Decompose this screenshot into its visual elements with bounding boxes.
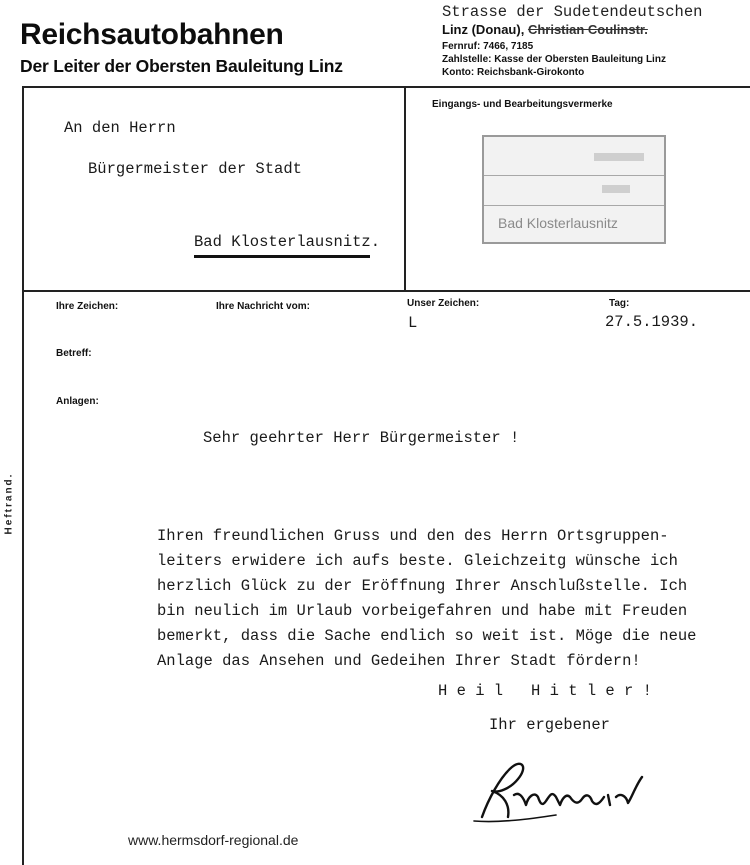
subject-label: Betreff: [56, 348, 92, 359]
letter-body [157, 524, 737, 674]
body-line: Anlage das Ansehen und Gedeihen Ihrer Stadt fördern! [157, 652, 641, 670]
address-account: Konto: Reichsbank-Girokonto [442, 67, 585, 78]
address-city-name: Linz (Donau), [442, 22, 525, 37]
addressee-underline [194, 255, 370, 258]
body-line: herzlich Glück zu der Eröffnung Ihrer Anschlußstelle. Ich [157, 577, 688, 595]
date-label: Tag: [609, 298, 630, 309]
address-payment-office: Zahlstelle: Kasse der Obersten Bauleitung Linz [442, 54, 666, 65]
our-ref-label: Unser Zeichen: [407, 298, 480, 309]
addressee-line-3: Bad Klosterlausnitz. [194, 233, 381, 251]
frame-left-line [22, 86, 24, 865]
body-line: bin neulich im Urlaub vorbeigefahren und habe mit Freuden [157, 602, 688, 620]
body-line: Ihren freundlichen Gruss und den des Herrn Ortsgruppen- [157, 527, 669, 545]
body-line: bemerkt, dass die Sache endlich so weit ist. Möge die neue [157, 627, 697, 645]
frame-middle-line [22, 290, 750, 292]
receipt-box-label: Eingangs- und Bearbeitungsvermerke [432, 99, 613, 110]
stamp-rule-2 [484, 205, 664, 206]
address-city-struck: Christian Coulinstr. [527, 22, 648, 37]
frame-top-line [22, 86, 750, 88]
attachments-label: Anlagen: [56, 396, 99, 407]
stamp-smudge-1 [594, 153, 644, 161]
stamp-smudge-2 [602, 185, 630, 193]
body-line: leiters erwidere ich aufs beste. Gleichzeitg wünsche ich [157, 552, 678, 570]
frame-divider-line [404, 86, 406, 291]
your-message-label: Ihre Nachricht vom: [216, 301, 310, 312]
address-city [442, 22, 648, 37]
address-phone: Fernruf: 7466, 7185 [442, 41, 534, 52]
address-street: Strasse der Sudetendeutschen [442, 3, 703, 21]
stamp-place-text: Bad Klosterlausnitz [498, 215, 618, 231]
stamp-rule-1 [484, 175, 664, 176]
our-ref-value: L [408, 314, 418, 332]
letterhead-title: Reichsautobahnen [20, 18, 284, 51]
addressee-line-1: An den Herrn [64, 119, 176, 137]
letterhead-subtitle: Der Leiter der Obersten Bauleitung Linz [20, 56, 343, 76]
closing-greeting: H e i l H i t l e r ! [438, 682, 652, 700]
footer-website: www.hermsdorf-regional.de [128, 832, 299, 848]
handwritten-signature [470, 755, 660, 825]
addressee-line-2: Bürgermeister der Stadt [88, 160, 302, 178]
binding-margin-label: Heftrand. [3, 472, 15, 535]
salutation: Sehr geehrter Herr Bürgermeister ! [203, 429, 520, 447]
date-value: 27.5.1939. [605, 313, 699, 331]
receipt-stamp [482, 135, 666, 244]
your-ref-label: Ihre Zeichen: [56, 301, 119, 312]
signoff: Ihr ergebener [489, 716, 610, 734]
